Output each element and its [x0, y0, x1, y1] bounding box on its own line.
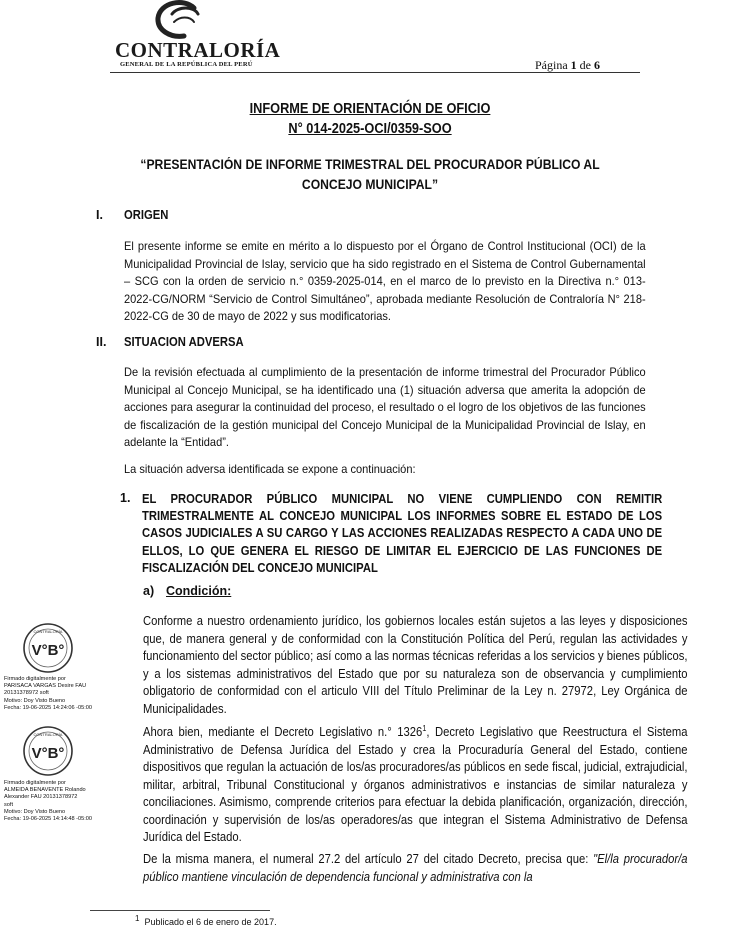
header-divider	[110, 72, 640, 73]
signature-line: Alexander FAU 20131378972	[4, 794, 78, 801]
approval-stamp-icon	[22, 725, 74, 777]
footnote-divider	[90, 910, 270, 911]
approval-stamp-icon	[22, 622, 74, 674]
signature-line: Firmado digitalmente por	[4, 676, 66, 682]
report-number: N° 014-2025-OCI/0359-SOO	[288, 121, 452, 137]
origin-paragraph: El presente informe se emite en mérito a lo dispuesto por el Órgano de Control Institucional (OCI) de la Municipalidad Provincial de Islay, servicio que ha sido registrado en el Sistema de Control Gubernamental – SCG con la orden de servicio n.° 0359-2025-014, en el marco de lo previsto en la Directiva n.° 013-2022-CG/NORM “Servicio de Control Simultáneo”, aprobada mediante Resolución de Contraloría N° 218-2022-CG de 30 de mayo de 2022 y sus modificatorias.	[124, 239, 646, 324]
section-adverse-number: II.	[96, 335, 107, 349]
condition-letter: a)	[143, 584, 155, 598]
signature-line: 20131378972 soft	[4, 690, 49, 697]
condition-paragraph-3-start: De la misma manera, el numeral 27.2 del artículo 27 del citado Decreto, precisa que:	[143, 852, 594, 866]
stamp-text: V°B°	[31, 745, 65, 762]
signature-line: PARISACA VARGAS Desire FAU	[4, 683, 87, 690]
condition-paragraph-2-start: Ahora bien, mediante el Decreto Legislativo n.° 1326	[143, 725, 423, 739]
signature-line: Fecha: 19-06-2025 14:24:06 -05:00	[4, 704, 93, 711]
page-of: de	[579, 58, 591, 72]
stamp-org: CONTRALORÍA	[33, 629, 63, 634]
signature-line: ALMEIDA BENAVENTE Rolando	[4, 787, 86, 794]
condition-paragraph-2-end: , Decreto Legislativo que Reestructura el Sistema Administrativo de Defensa Jurídica del Estado y crea la Procuraduría General del Estado, contiene dispositivos que regulan la actuación de los/as procuradores/as públicos en sede fiscal, judicial, extrajudicial, militar, arbitral, Tribunal Constitucional y órganos administrativos e instancias de similar naturaleza y conciliaciones. Asimismo, comprende criterios para efectuar la debida planificación, organización, dirección, coordinación y supervisión de los/as operadores/as que integran el Sistema Administrativo de Defensa Jurídica del Estado.	[143, 725, 688, 844]
digital-signature-1	[4, 676, 92, 712]
condition-title: Condición:	[166, 584, 232, 598]
footnote-text: Publicado el 6 de enero de 2017.	[144, 917, 277, 927]
section-origin-number: I.	[96, 208, 103, 222]
page-number	[535, 58, 600, 73]
report-subject: “PRESENTACIÓN DE INFORME TRIMESTRAL DEL PROCURADOR PÚBLICO AL CONCEJO MUNICIPAL”	[140, 157, 600, 192]
signature-line: Fecha: 19-06-2025 14:14:48 -05:00	[4, 816, 93, 823]
footnote	[135, 914, 277, 927]
page-current: 1	[570, 58, 577, 72]
logo-name: CONTRALORÍA	[115, 38, 281, 62]
page-total: 6	[594, 58, 600, 72]
report-title: INFORME DE ORIENTACIÓN DE OFICIO	[249, 101, 491, 117]
finding-title: EL PROCURADOR PÚBLICO MUNICIPAL NO VIENE CUMPLIENDO CON REMITIR TRIMESTRALMENTE AL CONCEJO MUNICIPAL LOS INFORMES SOBRE EL ESTADO DE LOS CASOS JUDICIALES A SU CARGO Y LAS ACCIONES REALIZADAS RESPECTO A CADA UNO DE ELLOS, LO QUE GENERA EL RIESGO DE LIMITAR EL EJERCICIO DE LAS FUNCIONES DE FISCALIZACIÓN DEL CONCEJO MUNICIPAL	[142, 492, 663, 575]
signature-line: Motivo: Doy Visto Bueno	[4, 697, 66, 704]
stamp-text: V°B°	[31, 642, 65, 659]
condition-paragraph-3-quote: "El/la procurador/a público mantiene vinculación de dependencia funcional y administrativa con la	[143, 852, 688, 884]
finding-number: 1.	[120, 491, 131, 505]
condition-paragraph-1: Conforme a nuestro ordenamiento jurídico, los gobiernos locales están sujetos a las leyes y disposiciones que, de manera general y de conformidad con la Constitución Política del Perú, regulan las actividades y funcionamiento del sector público; así como a las normas técnicas referidas a los servicios y bienes públicos, y a los sistemas administrativos del Estado que por su naturaleza son de observancia y cumplimiento obligatorio de conformidad con el articulo VIII del Título Preliminar de la Ley n. 27972, Ley Orgánica de Municipalidades.	[143, 614, 688, 716]
signature-line: Motivo: Doy Visto Bueno	[4, 808, 66, 815]
adverse-paragraph-2: La situación adversa identificada se expone a continuación:	[124, 462, 416, 476]
signature-line: soft	[4, 801, 14, 808]
footnote-reference: 1	[422, 723, 427, 733]
digital-signature-2	[4, 780, 92, 823]
condition-paragraph-3	[143, 851, 688, 886]
section-origin-title: ORIGEN	[124, 208, 169, 222]
logo-subtitle: GENERAL DE LA REPÚBLICA DEL PERÚ	[120, 61, 253, 68]
condition-paragraph-2	[143, 724, 688, 847]
signature-line: Firmado digitalmente por	[4, 780, 66, 786]
page-label: Página	[535, 58, 568, 72]
section-adverse-title: SITUACION ADVERSA	[124, 335, 244, 349]
contraloria-logo-icon	[150, 0, 210, 42]
stamp-org: CONTRALORÍA	[33, 732, 63, 737]
adverse-paragraph-1: De la revisión efectuada al cumplimiento de la presentación de informe trimestral del Procurador Público Municipal al Concejo Municipal, se ha identificado una (1) situación adversa que amerita la adopción de acciones para asegurar la continuidad del proceso, el resultado o el logro de los objetivos de las funciones de fiscalización de la gestión municipal del Concejo Municipal de la Municipalidad Provincial de Islay, en adelante la “Entidad”.	[124, 365, 646, 450]
footnote-number: 1	[135, 914, 140, 923]
